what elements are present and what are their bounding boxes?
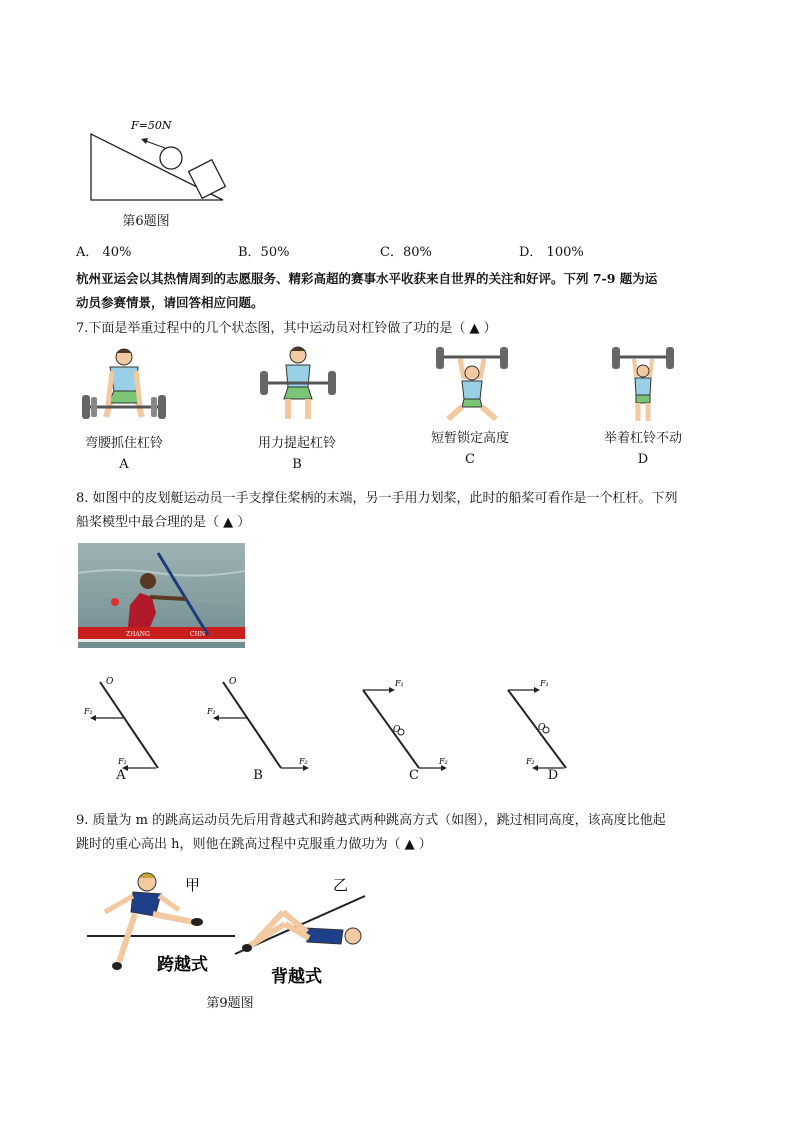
pivot-label-c: O bbox=[393, 725, 401, 735]
q6-option-b: B．50% bbox=[238, 245, 290, 260]
q7-letter-d: D bbox=[637, 452, 649, 467]
q8-letter-a: A bbox=[116, 768, 126, 783]
q7-figure-b bbox=[258, 345, 338, 425]
pivot-label-d: O bbox=[538, 723, 546, 733]
q8-stem-line-1: 8. 如图中的皮划艇运动员一手支撑住桨柄的末端，另一手用力划桨，此时的船桨可看作是一个杠杆。下列 bbox=[76, 491, 678, 506]
f1-label-d: F₁ bbox=[540, 679, 549, 688]
q7-letter-c: C bbox=[465, 452, 475, 467]
pulley bbox=[160, 147, 182, 169]
f2-label-a: F₂ bbox=[118, 757, 127, 766]
force-label: F=50N bbox=[131, 119, 172, 132]
q7-figure-d bbox=[612, 345, 674, 425]
weightlifter-pulling-image bbox=[258, 345, 338, 425]
label-jia: 甲 bbox=[185, 876, 201, 894]
q7-figure-a bbox=[78, 345, 170, 425]
q8-model-d bbox=[500, 672, 610, 787]
q8-letter-d: D bbox=[547, 768, 559, 783]
f2-label-b: F₂ bbox=[299, 757, 308, 766]
intro-line-2: 动员参赛情景，请回答相应问题。 bbox=[76, 295, 264, 310]
f1-label-b: F₁ bbox=[207, 707, 216, 716]
high-jump-image bbox=[85, 866, 375, 991]
f2-label-c: F₂ bbox=[439, 757, 448, 766]
incline-diagram bbox=[85, 112, 235, 207]
f2-label-d: F₂ bbox=[526, 757, 535, 766]
label-straddle: 跨越式 bbox=[157, 955, 208, 975]
q7-letter-b: B bbox=[292, 457, 302, 472]
weightlifter-holding-image bbox=[612, 345, 674, 425]
q9-stem-line-2: 跳时的重心高出 h，则他在跳高过程中克服重力做功为（ ▲ ） bbox=[76, 837, 432, 852]
q6-option-d: D． 100% bbox=[519, 245, 584, 260]
lever-model-a bbox=[80, 672, 180, 772]
f1-label-c: F₁ bbox=[395, 679, 404, 688]
kayak-photo-image bbox=[78, 543, 245, 648]
q8-letter-c: C bbox=[409, 768, 419, 783]
q6-option-a: A． 40% bbox=[76, 245, 132, 260]
q8-stem-line-2: 船桨模型中最合理的是（ ▲ ） bbox=[76, 515, 251, 530]
pivot-label-a: O bbox=[106, 677, 114, 687]
q6-figure-caption: 第6题图 bbox=[122, 214, 170, 229]
q6-option-c: C．80% bbox=[380, 245, 432, 260]
q9-figure-caption: 第9题图 bbox=[206, 996, 254, 1011]
q7-caption-a: 弯腰抓住杠铃 bbox=[84, 436, 163, 451]
q7-stem: 7.下面是举重过程中的几个状态图，其中运动员对杠铃做了功的是（ ▲ ） bbox=[76, 321, 497, 336]
label-yi: 乙 bbox=[333, 876, 349, 894]
label-fosbury: 背越式 bbox=[271, 967, 322, 987]
q7-figure-c bbox=[434, 345, 510, 425]
weightlifter-lunge-image bbox=[434, 345, 510, 425]
kayak-photo bbox=[78, 543, 245, 648]
lever-model-b bbox=[205, 672, 315, 772]
intro-line-1: 杭州亚运会以其热情周到的志愿服务、精彩高超的赛事水平收获来自世界的关注和好评。下列 7-9 题为运 bbox=[76, 271, 658, 286]
lever-model-d bbox=[500, 672, 610, 772]
q7-caption-b: 用力提起杠铃 bbox=[257, 436, 336, 451]
q7-letter-a: A bbox=[119, 457, 129, 472]
q8-letter-b: B bbox=[253, 768, 263, 783]
weightlifter-bending-image bbox=[78, 345, 170, 425]
q8-model-b bbox=[205, 672, 315, 787]
q9-stem-line-1: 9. 质量为 m 的跳高运动员先后用背越式和跨越式两种跳高方式（如图），跳过相同高度，该高度比他起 bbox=[76, 813, 666, 828]
q8-model-a bbox=[80, 672, 180, 787]
kayak-text-chn: CHN bbox=[190, 631, 206, 638]
q9-figure bbox=[85, 866, 375, 1011]
block bbox=[189, 160, 226, 199]
q7-caption-c: 短暂锁定高度 bbox=[430, 431, 509, 446]
f1-label-a: F₁ bbox=[84, 707, 93, 716]
force-arrow-head bbox=[141, 138, 148, 144]
lever-model-c bbox=[355, 672, 465, 772]
q7-caption-d: 举着杠铃不动 bbox=[603, 431, 682, 446]
kayak-text-zhang: ZHANG bbox=[126, 631, 150, 638]
q6-figure bbox=[85, 112, 235, 232]
pivot-label-b: O bbox=[229, 677, 237, 687]
q8-model-c bbox=[355, 672, 465, 787]
